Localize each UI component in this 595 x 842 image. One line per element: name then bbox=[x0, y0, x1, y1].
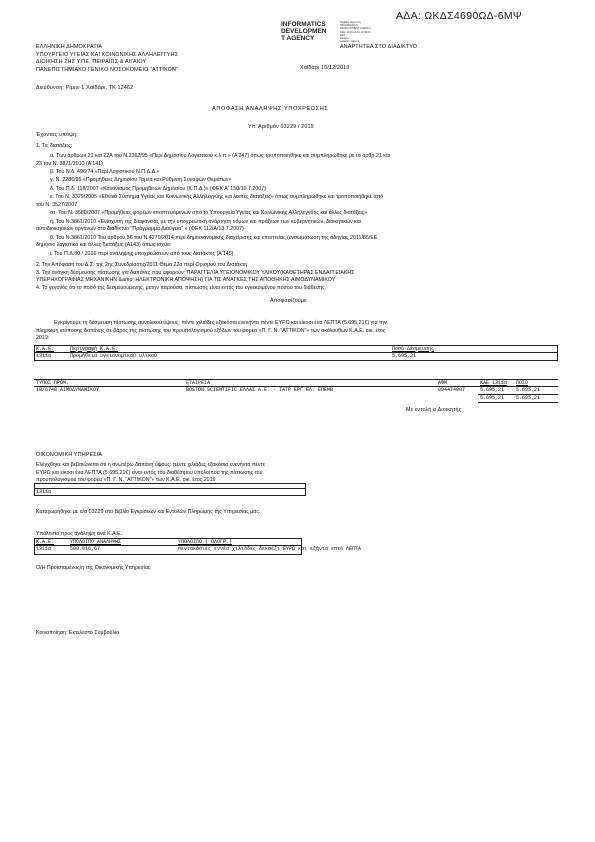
cell-amount: 5.695,21 bbox=[392, 353, 417, 359]
cc-note: Κοινοποίηση: Εκτελεστό Συμβούλιο bbox=[36, 630, 120, 636]
total-sum: 5.695,21 bbox=[516, 395, 541, 401]
finance-kae-divider bbox=[34, 488, 306, 489]
stamp-detail: Reason: bbox=[340, 37, 350, 41]
provision-line: α. Των άρθρων 21 και 22Α του Ν.2362/95 «Περί Δημοσίου Λογιστικού κ.λ.π.» (Α'247) όπως τροποποιήθηκε και συμπληρώθηκε με τα άρθρ.21 και bbox=[50, 153, 391, 159]
header-line: ΠΑΝΕΠΙΣΤΗΜΙΑΚΟ ΓΕΝΙΚΟ ΝΟΣΟΚΟΜΕΙΟ "ΑΤΤΙΚΟΝ" bbox=[36, 66, 179, 73]
cell-company: BOSTON SCIENTIFIC ΕΛΛΑΣ Α.Ε. - ΙΑΤΡ ΕΡΓ ΕΛ. ΕΠΕΜΒ bbox=[186, 387, 334, 393]
item-line: 4. Το γεγονός ότι το ποσό της δεσμεύουμενης, μετην παρούσα, πίστωσης είναι εντός του εγκεκριμένου ποσού του διάθεσης. bbox=[36, 284, 327, 291]
provision-line: θ. Του Ν.3861/2010 Του άρθρου 56 του Ν.4270/2014 περί δημοσιονομικής διαχείρισης και εποπτείας (ενσωμάτωση της οδηγίας 2011/85/ΕΕ bbox=[50, 234, 378, 241]
approval-line: πληρωμή ισόποσης δαπάνης σε βάρος της πίστωσης του προυπολογισμού εξόδων του φορέα «Π. Γ. Ν. "ΑΤΤΙΚΟΝ"» των ακόλουθων Κ.Α.Ε. οικ. έτος bbox=[36, 327, 386, 334]
finance-kae: 1311α bbox=[36, 488, 52, 495]
cell-balance-kae: 1311α bbox=[36, 546, 52, 552]
numbered-items bbox=[36, 262, 355, 292]
stamp-detail: DEVELOPMENT AGENCY bbox=[340, 27, 372, 31]
approval-text bbox=[36, 320, 387, 343]
finance-kae-box bbox=[34, 483, 306, 496]
col-header-amount: Ποσό Δέσμευσης bbox=[392, 345, 435, 352]
total-kae-amount: 5.695,21 bbox=[480, 395, 505, 401]
cell-sum: 5.695,21 bbox=[516, 387, 541, 393]
col-header-company: ΕΤΑΙΡΕΙΑ bbox=[186, 379, 211, 386]
header-line: ΥΠΟΥΡΓΕΙΟ ΥΓΕΙΑΣ ΚΑΙ ΚΟΙΝΩΝΙΚΗΣ ΑΛΛΗΛΕΓΓΥΗΣ bbox=[36, 51, 179, 58]
ada-code: ΑΔΑ: ΩΚΔΣ4690ΩΔ-6ΜΨ bbox=[396, 10, 522, 22]
provision-line: ε. Του Ν. 3329/2005 «Εθνικό Σύστημα Υγείας και Κοινωνικής Αλληλεγγύης και λοιπές διατάξεις» όπως συμπληρώθηκε και τροποποιήθηκε από bbox=[50, 194, 384, 201]
provisions-list bbox=[36, 153, 391, 259]
posted-label: ΑΝΑΡΤΗΤΕΑ ΣΤΟ ΔΙΑΔΙΚΤΥΟ bbox=[340, 44, 418, 50]
col-header-description: Περιγραφή Κ.Α.Ε. bbox=[70, 345, 119, 352]
col-header-balance-kae: Κ.Α.Ε. bbox=[36, 539, 55, 545]
header-line: ΔΙΟΙΚΗΣΗ 2ΗΣ Υ.ΠΕ. ΠΕΙΡΑΙΩΣ & ΑΙΓΑΙΟΥ bbox=[36, 59, 147, 66]
col-header-kae: Κ.Α.Ε. bbox=[36, 345, 55, 352]
having-label: Έχοντας υπόψη: bbox=[36, 132, 78, 138]
stamp-detail: EET bbox=[340, 33, 346, 37]
stamp-detail: Location: Athens bbox=[340, 40, 360, 44]
stamp-line: DEVELOPMEN bbox=[281, 28, 327, 36]
cell-balance-words: πεντακόσιες εννέα χιλιάδες δεκαέξι ΕΥΡΩ και εξήντα επτά ΛΕΠΤΑ bbox=[178, 546, 362, 552]
finance-line: Ελέγχθηκε και βεβαιώνεται ότι η ανωτέρω δαπάνη ύψους: πέντε χιλιάδες εξακόσια ενενήντα πέντε bbox=[36, 462, 266, 468]
item-line: 3. Την ανάγκη δέσμευσης πίστωσης για δαπάνες που αφορούν: ΠΑΡΑΓΓΕΛΙΑ ΥΓΕΙΟΝΟΜΙΚΟΥ ΥΛΙΚΟΥ(ΚΑΘΕΤΗΡΑΣ ΕΝΔΑΓΓΕΙΑΚΗΣ bbox=[36, 269, 355, 276]
address: Διεύθυνση: Ρίμινι 1 Χαϊδάρι, ΤΚ 12462 bbox=[36, 85, 134, 91]
col-header-balance-words: ΥΠΟΛΟΙΠΟ ( ΟΛΟΓΡ.) bbox=[178, 539, 233, 545]
col-header-sum: ΠΟΣΟ bbox=[516, 379, 529, 386]
registration-note: Καταχωρήθηκε με α/α 03229 στο Βιβλίο Εγκρίσεων και Εντολών Πληρωμής της Υπηρεσίας μας. bbox=[36, 509, 261, 515]
cell-description: Προμήθεια υγειονομικού υλικού bbox=[70, 353, 158, 359]
col-header-balance: ΥΠΟΛΟΙΠΟ ΑΝΑΛΗΨΗΣ bbox=[70, 539, 122, 545]
stamp-detail: INFORMATICS bbox=[340, 24, 358, 28]
finance-signoff: Ο/Η Προισταμένος/η της Οικονομικής Υπηρεσίας bbox=[36, 565, 151, 571]
provision-line: γ. Ν. 2286/95 «Προμήθειες Δημοσίου Τομέα και Ρύθμιση Συναφών Θεμάτων» bbox=[50, 177, 232, 184]
provision-line: του Ν. 3527/2007 bbox=[36, 201, 78, 208]
item-line: ΥΠΕΡΗΧΟΓΡΑΦΙΑΣ ΜΗΧΑΝΙΚΗΝ &amp; ΗΛΕΚΤΡΟΝΙΚΗ ΑΠΟΨΗΣΗ) ΓΙΑ ΤΙΣ ΑΝΑΓΚΕΣ ΤΗΣ ΑΠΟΘΗΚΗΣ ΑΙΜΟΔΥΝΑΜΙΚΟΥ bbox=[36, 277, 336, 283]
balance-heading: Υπόλοιπο προς ανάληψη ανά Κ.Α.Ε.: bbox=[36, 531, 124, 537]
cell-balance: 509.016,67 bbox=[70, 546, 101, 552]
stamp-line: T AGENCY bbox=[281, 35, 315, 43]
stamp-detail: Digitally signed by bbox=[340, 21, 361, 24]
stamp-line: INFORMATICS bbox=[281, 21, 326, 28]
provisions-heading: 1. Τις διατάξεις: bbox=[36, 143, 73, 149]
item-line: 2. Την Απόφαση του Δ.Σ. της 2ης Συνεδρίασης/2011 Θέμα 22ο περί Ορισμού του Διατάκτη bbox=[36, 262, 248, 268]
provision-line: 23 του Ν. 3871/2010 (Α'141) bbox=[36, 160, 103, 167]
approval-line: Εγκρίνουμε τη δέσμευση πίστωσης συνολικού ύψους: πέντε χιλιάδες εξακόσια ενενήντα πέντε ΕΥΡΩ και είκοσι ένα ΛΕΠΤΑ (5.695,21€) για την bbox=[54, 320, 387, 326]
issuer-header bbox=[36, 44, 178, 74]
provision-line: ή. Του Ν.3861/2010 «Ενίσχυση της διαφάνειας με την υποχρεωτική ανάρτηση νόμων και πράξεων των κυβερνητικών, διοικητικών και bbox=[50, 218, 361, 225]
cell-kae-amount: 5.695,21 bbox=[480, 387, 505, 393]
stamp-details bbox=[340, 21, 371, 44]
cell-afm: 094474807 bbox=[438, 387, 466, 393]
provision-line: β. Του Ν.δ. 496/74 «Περί Λογιστικού Ν.Π.Δ.Δ.» bbox=[50, 168, 160, 175]
col-header-afm: ΑΦΜ bbox=[438, 379, 448, 386]
order-signature: Με εντολή ο Διοικητής bbox=[406, 407, 462, 413]
decide-heading: Αποφασίζουμε bbox=[270, 298, 307, 304]
col-header-kae-1311a: ΚΑΕ 1311α bbox=[480, 379, 508, 386]
cell-kae: 1311α bbox=[36, 353, 52, 359]
col-header-type: ΤΥΠΟΣ ΠΡΟΜ. bbox=[36, 379, 70, 386]
provision-line: στ. Του Ν. 3580/2007 «Προμήθειες φορέων εποπτευόμενων από το Υπουργείο Υγείας και Κοινωνικής Αλληλεγγύης και άλλες διατάξεις» bbox=[50, 210, 368, 217]
provision-line: δ. Του Π.δ. 118/2007 «Κανονισμός Προμηθειών Δημοσίου (Κ.Π.Δ.)» (ΦΕΚ Α' 150/10.7.2007) bbox=[50, 185, 266, 192]
finance-text bbox=[36, 462, 265, 485]
provision-line: ι. Του Π.Δ.80 / 2016 περί ανάληψης υποχρεώσεων από τους διατάκτες (Α'145) bbox=[50, 250, 234, 257]
cell-type: 18/6748 ΑΙΜΟΔΥΝΑΜΙΚΟΥ bbox=[36, 387, 100, 393]
provision-line: αυτοδιοικητικών οργάνων στο διαδίκτυο "Πρόγραμμα Διαύγεια" » (ΦΕΚ 112/Α/13.7.2007) bbox=[36, 226, 244, 233]
finance-line: ΕΥΡΩ και είκοσι ένα ΛΕΠΤΑ (5.695,21€) είναι εντός του διαθέσιμου υπολοίπου της πίστωσης του bbox=[36, 469, 263, 476]
provision-line: δημόσιο λογιστικό και άλλες διατάξεις (Α143) όπως ισχύει bbox=[36, 242, 171, 249]
stamp-detail: Date: 2019.12.16 11:09:06 bbox=[340, 30, 371, 34]
place-date: Χαϊδάρι 10/12/2019 bbox=[300, 65, 350, 71]
totals-bottom-rule bbox=[478, 402, 558, 403]
signature-stamp bbox=[281, 21, 327, 42]
header-line: ΕΛΛΗΝΙΚΗ ΔΗΜΟΚΡΑΤΙΑ bbox=[36, 44, 103, 50]
finance-line: προυπολογισμού του φορέα «Π. Γ. Ν. "ΑΤΤΙΚΟΝ"» των Κ.Α.Ε. οικ. έτος 2019 bbox=[36, 477, 216, 483]
document-title: ΑΠΟΦΑΣΗ ΑΝΑΛΗΨΗΣ ΥΠΟΧΡΕΩΣΗΣ bbox=[212, 106, 329, 112]
approval-line: 2019: bbox=[36, 335, 50, 341]
finance-heading: ΟΙΚΟΝΟΜΙΚΗ ΥΠΗΡΕΣΙΑ bbox=[36, 452, 103, 458]
decision-number: Υπ' Αριθμόν 03229 / 2019 bbox=[248, 124, 314, 130]
